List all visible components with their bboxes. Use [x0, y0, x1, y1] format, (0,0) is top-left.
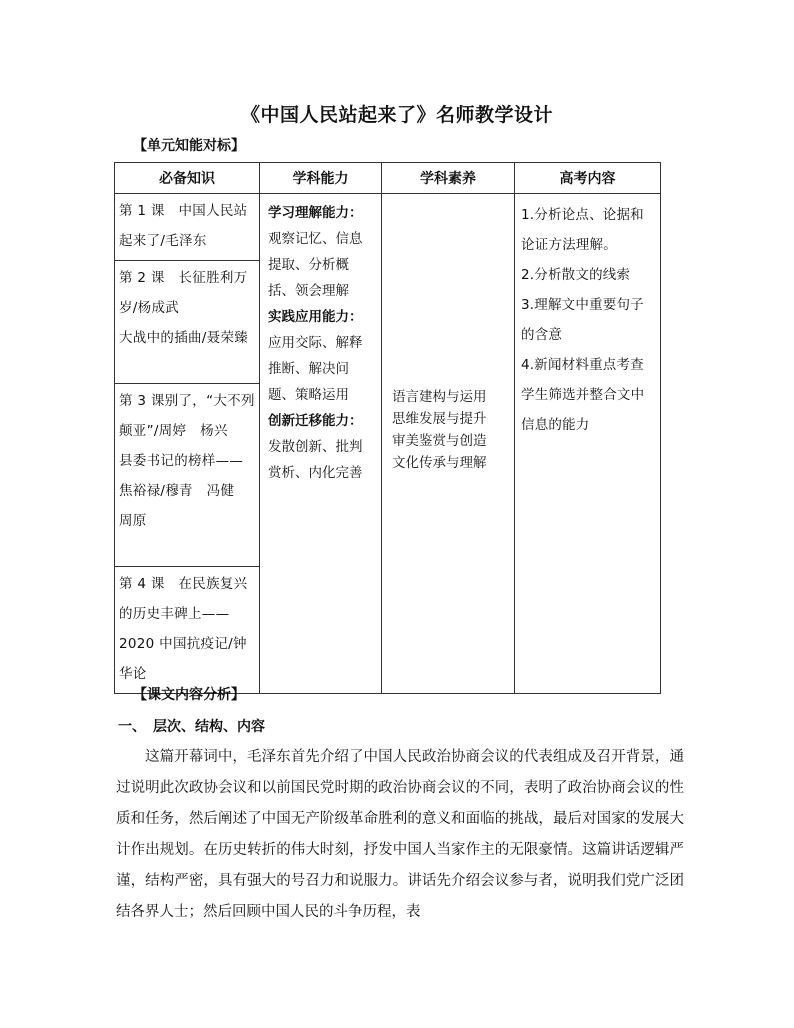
exam-item-3: 3.理解文中重要句子的含意: [521, 297, 644, 343]
ability-text-1: 观察记忆、信息提取、分析概括、领会理解: [268, 231, 363, 299]
lesson-1: 第 1 课 中国人民站起来了/毛泽东: [119, 203, 248, 249]
literacy-item-2: 思维发展与提升: [392, 411, 487, 427]
outline-heading: 一、 层次、结构、内容: [118, 719, 265, 735]
literacy-list: [382, 194, 514, 474]
section-heading-unit: 【单元知能对标】: [133, 138, 245, 154]
header-ability: 学科能力: [260, 163, 382, 194]
ability-text-3: 发散创新、批判赏析、内化完善: [268, 439, 363, 481]
lesson-cell-3: [115, 384, 260, 567]
ability-text-2: 应用交际、解释推断、解决问题、策略运用: [268, 335, 363, 403]
header-knowledge: 必备知识: [115, 163, 260, 194]
lesson-cell-4: [115, 567, 260, 694]
exam-item-2: 2.分析散文的线索: [521, 267, 631, 283]
lesson-2: 第 2 课 长征胜利万岁/杨成武 大战中的插曲/聂荣臻: [119, 270, 249, 346]
lesson-3: 第 3 课别了，“大不列颠亚”/周婷 杨兴 县委书记的榜样——焦裕禄/穆青 冯健 周原: [119, 393, 255, 529]
literacy-cell: [382, 194, 515, 694]
table-row: [115, 194, 661, 261]
exam-list: [515, 194, 660, 440]
lesson-4: 第 4 课 在民族复兴的历史丰碑上——2020 中国抗疫记/钟华论: [119, 576, 248, 682]
ability-list: [260, 194, 381, 486]
ability-cell: [260, 194, 382, 694]
table-header-row: [115, 163, 661, 194]
exam-cell: [515, 194, 661, 694]
exam-item-4: 4.新闻材料重点考查学生筛选并整合文中信息的能力: [521, 357, 645, 433]
exam-item-1: 1.分析论点、论据和论证方法理解。: [521, 207, 644, 253]
literacy-item-3: 审美鉴赏与创造: [392, 433, 487, 449]
header-exam: 高考内容: [515, 163, 661, 194]
lesson-cell-1: [115, 194, 260, 261]
ability-label-2: 实践应用能力：: [268, 309, 363, 325]
ability-label-1: 学习理解能力：: [268, 205, 363, 221]
unit-table: [114, 162, 661, 694]
header-literacy: 学科素养: [382, 163, 515, 194]
lesson-cell-2: [115, 261, 260, 384]
document-title: 《中国人民站起来了》名师教学设计: [240, 104, 553, 126]
ability-label-3: 创新迁移能力：: [268, 413, 363, 429]
section-heading-analysis: 【课文内容分析】: [133, 687, 245, 703]
literacy-item-1: 语言建构与运用: [392, 389, 487, 405]
analysis-paragraph: 这篇开幕词中，毛泽东首先介绍了中国人民政治协商会议的代表组成及召开背景，通过说明此次政协会议和以前国民党时期的政治协商会议的不同，表明了政治协商会议的性质和任务，然后阐述了中国无产阶级革命胜利的意义和面临的挑战，最后对国家的发展大计作出规划。在历史转折的伟大时刻，抒发中国人当家作主的无限豪情。这篇讲话逻辑严谨，结构严密，具有强大的号召力和说服力。讲话先介绍会议参与者，说明我们党广泛团结各界人士；然后回顾中国人民的斗争历程，表: [116, 749, 684, 920]
literacy-item-4: 文化传承与理解: [392, 455, 487, 471]
